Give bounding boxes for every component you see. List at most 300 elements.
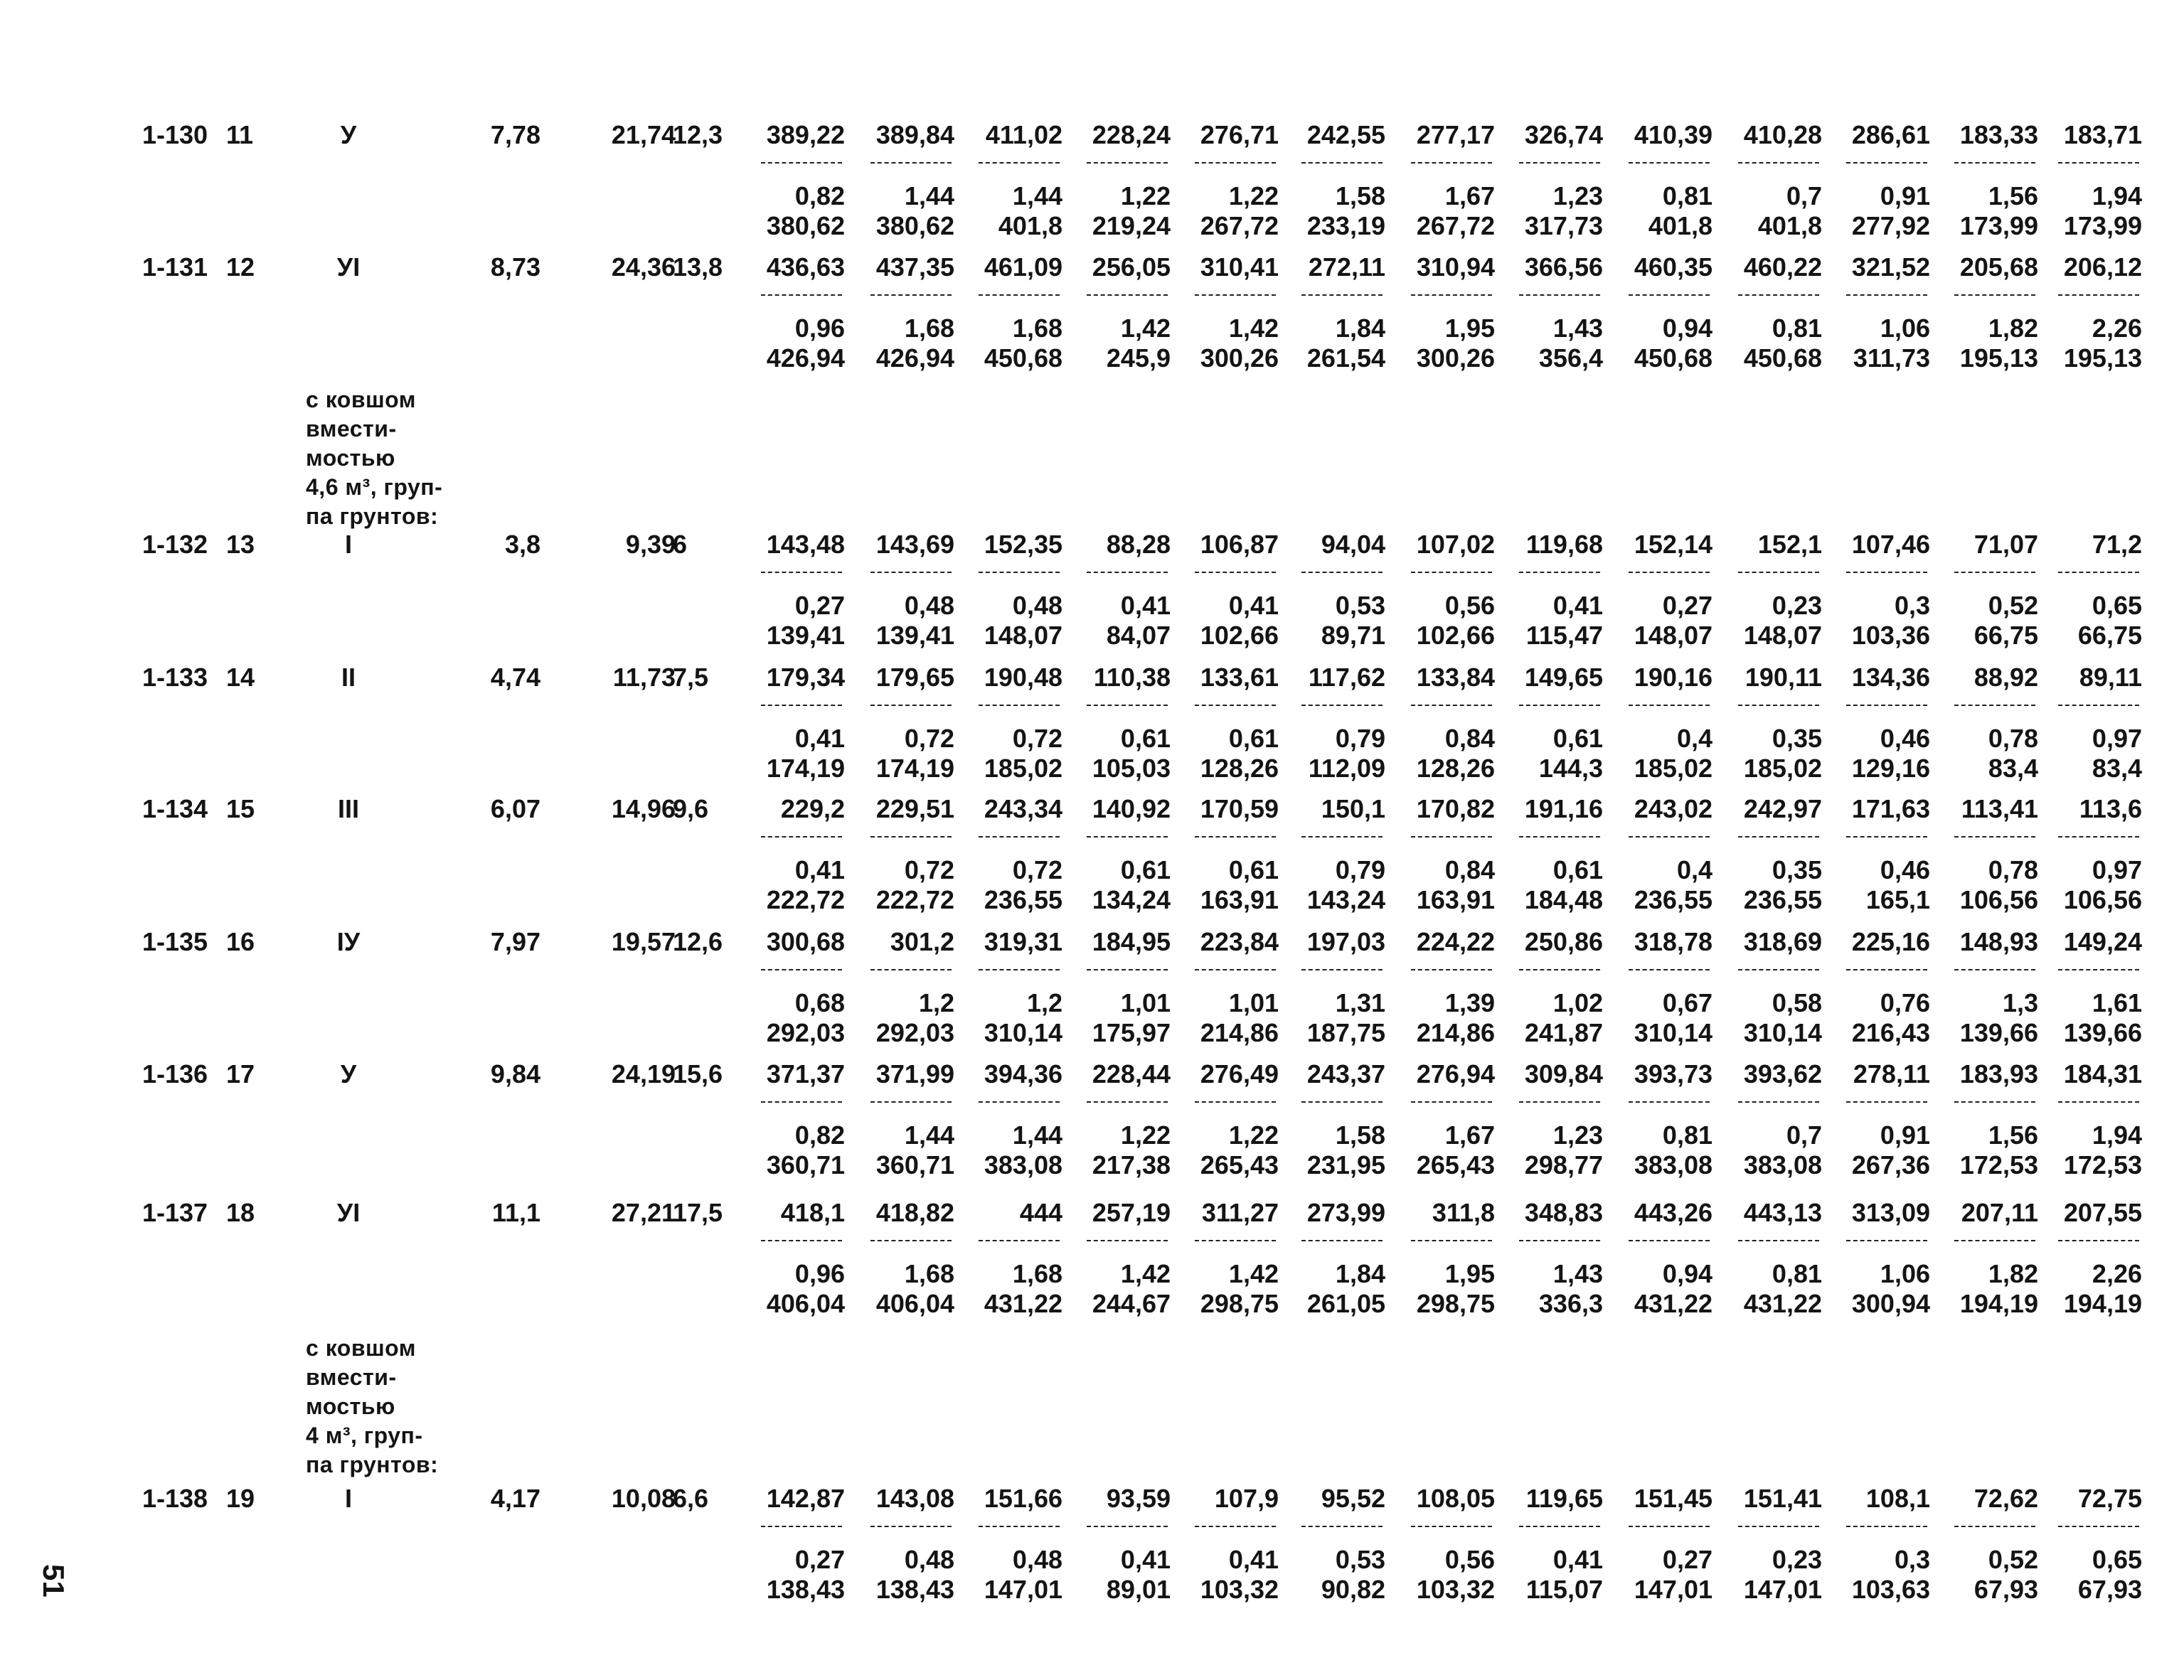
row-number: 17 xyxy=(226,1059,255,1088)
bucket-note-line: па грунтов: xyxy=(306,1452,439,1477)
soil-group: УI xyxy=(336,1198,361,1227)
value-denominator: 195,13 xyxy=(1959,343,2038,373)
param-3: 7,5 xyxy=(673,663,709,692)
value-denominator: 185,02 xyxy=(1634,754,1712,783)
value-numerator: 0,56 xyxy=(1444,1545,1495,1574)
value-numerator: 0,27 xyxy=(794,1545,845,1574)
fraction-divider xyxy=(1411,969,1492,970)
value-numerator: 0,27 xyxy=(1662,591,1712,620)
value-denominator: 406,04 xyxy=(875,1289,954,1318)
value-numerator: 0,96 xyxy=(794,314,845,343)
value-numerator: 0,78 xyxy=(1988,724,2038,753)
value-numerator: 1,68 xyxy=(1012,1259,1062,1288)
value-numerator: 1,42 xyxy=(1228,1259,1279,1288)
param-3: 6,6 xyxy=(673,1484,709,1513)
fraction-divider xyxy=(1301,1101,1383,1103)
value-total: 150,1 xyxy=(1321,794,1385,823)
value-numerator: 1,22 xyxy=(1228,181,1279,210)
fraction-divider xyxy=(870,162,952,164)
value-denominator: 431,22 xyxy=(1634,1289,1712,1318)
row-code: 1-137 xyxy=(142,1198,208,1227)
value-denominator: 148,07 xyxy=(984,621,1062,650)
value-denominator: 277,92 xyxy=(1851,211,1930,240)
value-denominator: 214,86 xyxy=(1200,1018,1279,1047)
value-numerator: 1,68 xyxy=(904,314,954,343)
fraction-divider xyxy=(761,294,842,296)
value-numerator: 0,48 xyxy=(904,591,954,620)
row-number: 12 xyxy=(226,252,255,282)
value-total: 348,83 xyxy=(1524,1198,1603,1227)
value-total: 256,05 xyxy=(1092,252,1171,282)
value-total: 309,84 xyxy=(1524,1059,1603,1088)
fraction-divider xyxy=(870,969,952,970)
value-total: 276,71 xyxy=(1200,120,1279,149)
row-code: 1-130 xyxy=(142,120,208,149)
fraction-divider xyxy=(1411,1240,1492,1241)
value-denominator: 194,19 xyxy=(2063,1289,2142,1318)
value-total: 107,02 xyxy=(1416,530,1495,559)
fraction-divider xyxy=(870,1101,952,1103)
value-numerator: 1,67 xyxy=(1444,1120,1495,1150)
value-numerator: 1,82 xyxy=(1988,314,2038,343)
value-denominator: 134,24 xyxy=(1092,885,1171,914)
fraction-divider xyxy=(2058,162,2139,164)
soil-group: УI xyxy=(336,252,361,282)
value-numerator: 0,56 xyxy=(1444,591,1495,620)
value-denominator: 214,86 xyxy=(1416,1018,1495,1047)
param-1: 6,07 xyxy=(490,794,540,823)
fraction-divider xyxy=(1846,705,1927,706)
value-denominator: 241,87 xyxy=(1524,1018,1603,1047)
fraction-divider xyxy=(1954,969,2035,970)
value-total: 371,99 xyxy=(875,1059,954,1088)
value-total: 410,39 xyxy=(1634,120,1712,149)
value-denominator: 450,68 xyxy=(984,343,1062,373)
fraction-divider xyxy=(1411,572,1492,573)
value-total: 106,87 xyxy=(1200,530,1279,559)
fraction-divider xyxy=(1954,162,2035,164)
fraction-divider xyxy=(979,294,1060,296)
value-total: 207,11 xyxy=(1961,1198,2038,1227)
value-numerator: 0,79 xyxy=(1335,855,1385,884)
value-denominator: 143,24 xyxy=(1306,885,1385,914)
value-numerator: 0,72 xyxy=(904,855,954,884)
fraction-divider xyxy=(1954,294,2035,296)
value-total: 311,8 xyxy=(1432,1198,1495,1227)
param-3: 12,6 xyxy=(673,927,723,956)
value-total: 184,95 xyxy=(1092,927,1171,956)
fraction-divider xyxy=(1195,1526,1276,1527)
param-2: 9,39 xyxy=(625,530,676,559)
value-numerator: 0,41 xyxy=(1552,591,1603,620)
value-numerator: 0,81 xyxy=(1662,1120,1712,1150)
value-total: 326,74 xyxy=(1524,120,1603,149)
row-number: 11 xyxy=(226,120,254,149)
value-denominator: 310,14 xyxy=(1634,1018,1712,1047)
value-denominator: 267,72 xyxy=(1416,211,1495,240)
fraction-divider xyxy=(1301,294,1383,296)
value-total: 113,41 xyxy=(1961,794,2038,823)
value-total: 313,09 xyxy=(1851,1198,1930,1227)
value-numerator: 1,23 xyxy=(1552,181,1603,210)
value-total: 229,2 xyxy=(780,794,845,823)
value-total: 443,13 xyxy=(1743,1198,1822,1227)
fraction-divider xyxy=(2058,572,2139,573)
value-denominator: 128,26 xyxy=(1200,754,1279,783)
fraction-divider xyxy=(1087,294,1168,296)
fraction-divider xyxy=(979,162,1060,164)
value-total: 371,37 xyxy=(766,1059,845,1088)
value-total: 171,63 xyxy=(1851,794,1930,823)
value-total: 133,61 xyxy=(1200,663,1279,692)
fraction-divider xyxy=(1195,836,1276,838)
soil-group: I xyxy=(344,530,352,559)
value-numerator: 0,4 xyxy=(1676,855,1712,884)
value-denominator: 233,19 xyxy=(1306,211,1385,240)
value-total: 107,46 xyxy=(1851,530,1930,559)
soil-group: У xyxy=(340,120,357,149)
value-numerator: 1,22 xyxy=(1228,1120,1279,1150)
page-number: 51 xyxy=(37,1564,70,1598)
value-total: 224,22 xyxy=(1416,927,1495,956)
row-number: 13 xyxy=(226,530,255,559)
value-denominator: 83,4 xyxy=(1988,754,2038,783)
value-denominator: 380,62 xyxy=(766,211,845,240)
value-total: 151,41 xyxy=(1743,1484,1822,1513)
value-denominator: 67,93 xyxy=(2077,1575,2142,1604)
value-total: 277,17 xyxy=(1416,120,1495,149)
value-numerator: 1,61 xyxy=(2092,988,2142,1017)
value-numerator: 0,35 xyxy=(1772,855,1822,884)
value-total: 152,1 xyxy=(1757,530,1822,559)
param-2: 27,21 xyxy=(611,1198,676,1227)
value-total: 191,16 xyxy=(1524,794,1603,823)
fraction-divider xyxy=(1519,1240,1600,1241)
value-denominator: 292,03 xyxy=(875,1018,954,1047)
value-denominator: 195,13 xyxy=(2063,343,2142,373)
value-total: 243,34 xyxy=(984,794,1062,823)
value-numerator: 0,41 xyxy=(1228,591,1279,620)
value-total: 190,16 xyxy=(1634,663,1712,692)
value-numerator: 1,44 xyxy=(904,1120,954,1150)
value-total: 443,26 xyxy=(1634,1198,1712,1227)
value-numerator: 0,97 xyxy=(2092,855,2142,884)
value-denominator: 84,07 xyxy=(1106,621,1171,650)
value-numerator: 1,42 xyxy=(1120,1259,1171,1288)
value-denominator: 163,91 xyxy=(1416,885,1495,914)
value-numerator: 0,46 xyxy=(1880,855,1930,884)
value-numerator: 2,26 xyxy=(2092,1259,2142,1288)
value-numerator: 1,94 xyxy=(2092,1120,2142,1150)
value-total: 436,63 xyxy=(766,252,845,282)
value-total: 179,34 xyxy=(766,663,845,692)
fraction-divider xyxy=(1195,969,1276,970)
bucket-note-line: мостью xyxy=(306,1393,395,1419)
value-denominator: 115,47 xyxy=(1525,621,1603,650)
fraction-divider xyxy=(1519,836,1600,838)
value-numerator: 0,52 xyxy=(1988,591,2038,620)
param-1: 4,17 xyxy=(490,1484,540,1513)
value-numerator: 0,27 xyxy=(1662,1545,1712,1574)
value-numerator: 0,61 xyxy=(1228,855,1279,884)
value-numerator: 1,23 xyxy=(1552,1120,1603,1150)
value-total: 149,24 xyxy=(2063,927,2142,956)
value-total: 243,02 xyxy=(1634,794,1712,823)
value-denominator: 380,62 xyxy=(875,211,954,240)
value-denominator: 103,32 xyxy=(1200,1575,1279,1604)
fraction-divider xyxy=(1738,969,1819,970)
value-total: 108,1 xyxy=(1865,1484,1930,1513)
value-denominator: 66,75 xyxy=(2077,621,2142,650)
fraction-divider xyxy=(979,1101,1060,1103)
fraction-divider xyxy=(1195,705,1276,706)
value-total: 170,59 xyxy=(1200,794,1279,823)
value-total: 276,49 xyxy=(1200,1059,1279,1088)
value-denominator: 89,71 xyxy=(1321,621,1385,650)
value-total: 242,55 xyxy=(1306,120,1385,149)
row-number: 19 xyxy=(226,1484,255,1513)
bucket-note-line: 4 м³, груп- xyxy=(306,1423,423,1448)
fraction-divider xyxy=(761,969,842,970)
soil-group: I xyxy=(344,1484,352,1513)
value-total: 418,82 xyxy=(875,1198,954,1227)
fraction-divider xyxy=(1087,969,1168,970)
value-denominator: 139,41 xyxy=(875,621,954,650)
value-total: 310,94 xyxy=(1416,252,1495,282)
value-denominator: 426,94 xyxy=(875,343,954,373)
value-denominator: 172,53 xyxy=(1959,1150,2038,1179)
value-numerator: 1,56 xyxy=(1988,181,2038,210)
fraction-divider xyxy=(870,836,952,838)
value-total: 272,11 xyxy=(1308,252,1385,282)
value-numerator: 1,22 xyxy=(1120,181,1171,210)
value-total: 318,78 xyxy=(1634,927,1712,956)
value-denominator: 236,55 xyxy=(1634,885,1712,914)
value-numerator: 0,41 xyxy=(1228,1545,1279,1574)
value-total: 393,62 xyxy=(1743,1059,1822,1088)
value-numerator: 0,78 xyxy=(1988,855,2038,884)
value-total: 151,66 xyxy=(984,1484,1062,1513)
value-denominator: 300,26 xyxy=(1200,343,1279,373)
value-denominator: 115,07 xyxy=(1525,1575,1603,1604)
value-denominator: 129,16 xyxy=(1851,754,1930,783)
fraction-divider xyxy=(1738,294,1819,296)
value-denominator: 298,75 xyxy=(1416,1289,1495,1318)
value-numerator: 1,58 xyxy=(1335,1120,1385,1150)
row-code: 1-131 xyxy=(142,252,208,282)
value-total: 71,07 xyxy=(1973,530,2038,559)
value-numerator: 0,52 xyxy=(1988,1545,2038,1574)
row-code: 1-133 xyxy=(142,663,208,692)
value-total: 133,84 xyxy=(1416,663,1495,692)
value-numerator: 1,2 xyxy=(918,988,954,1017)
value-total: 110,38 xyxy=(1093,663,1171,692)
value-denominator: 431,22 xyxy=(1743,1289,1822,1318)
value-numerator: 0,84 xyxy=(1444,724,1495,753)
value-denominator: 406,04 xyxy=(766,1289,845,1318)
value-total: 366,56 xyxy=(1524,252,1603,282)
value-total: 206,12 xyxy=(2063,252,2142,282)
value-numerator: 1,43 xyxy=(1552,1259,1603,1288)
fraction-divider xyxy=(1411,1101,1492,1103)
value-denominator: 165,1 xyxy=(1865,885,1930,914)
fraction-divider xyxy=(1087,836,1168,838)
value-denominator: 311,73 xyxy=(1853,343,1930,373)
fraction-divider xyxy=(1846,836,1927,838)
value-numerator: 0,96 xyxy=(794,1259,845,1288)
fraction-divider xyxy=(870,294,952,296)
param-3: 17,5 xyxy=(673,1198,723,1227)
row-code: 1-138 xyxy=(142,1484,208,1513)
fraction-divider xyxy=(2058,705,2139,706)
bucket-note-line: 4,6 м³, груп- xyxy=(306,474,443,500)
value-total: 71,2 xyxy=(2092,530,2142,559)
value-total: 278,11 xyxy=(1853,1059,1930,1088)
value-denominator: 144,3 xyxy=(1538,754,1603,783)
fraction-divider xyxy=(1195,294,1276,296)
param-2: 14,96 xyxy=(611,794,676,823)
value-numerator: 0,72 xyxy=(1012,855,1062,884)
fraction-divider xyxy=(1954,1526,2035,1527)
value-denominator: 138,43 xyxy=(766,1575,845,1604)
value-total: 190,11 xyxy=(1744,663,1822,692)
value-total: 300,68 xyxy=(766,927,845,956)
value-total: 152,14 xyxy=(1634,530,1712,559)
value-numerator: 1,44 xyxy=(904,181,954,210)
value-total: 410,28 xyxy=(1743,120,1822,149)
value-total: 140,92 xyxy=(1092,794,1171,823)
value-denominator: 360,71 xyxy=(766,1150,845,1179)
value-total: 273,99 xyxy=(1306,1198,1385,1227)
value-numerator: 0,41 xyxy=(1120,1545,1171,1574)
value-numerator: 1,44 xyxy=(1012,181,1062,210)
value-total: 94,04 xyxy=(1321,530,1385,559)
fraction-divider xyxy=(2058,1101,2139,1103)
value-denominator: 185,02 xyxy=(1743,754,1822,783)
value-denominator: 139,66 xyxy=(1959,1018,2038,1047)
fraction-divider xyxy=(1738,1526,1819,1527)
fraction-divider xyxy=(1519,1101,1600,1103)
value-denominator: 336,3 xyxy=(1538,1289,1603,1318)
value-numerator: 0,79 xyxy=(1335,724,1385,753)
fraction-divider xyxy=(1846,1526,1927,1527)
soil-group: У xyxy=(340,1059,357,1088)
value-total: 321,52 xyxy=(1851,252,1930,282)
fraction-divider xyxy=(1629,572,1710,573)
value-total: 89,11 xyxy=(2079,663,2142,692)
value-denominator: 187,75 xyxy=(1306,1018,1385,1047)
fraction-divider xyxy=(1195,162,1276,164)
value-denominator: 103,63 xyxy=(1851,1575,1930,1604)
value-denominator: 194,19 xyxy=(1959,1289,2038,1318)
value-denominator: 450,68 xyxy=(1634,343,1712,373)
value-denominator: 173,99 xyxy=(1959,211,2038,240)
row-number: 15 xyxy=(226,794,255,823)
fraction-divider xyxy=(979,1240,1060,1241)
row-number: 16 xyxy=(226,927,255,956)
fraction-divider xyxy=(1411,162,1492,164)
value-total: 93,59 xyxy=(1106,1484,1171,1513)
value-denominator: 106,56 xyxy=(1959,885,2038,914)
value-total: 72,75 xyxy=(2077,1484,2142,1513)
value-numerator: 1,42 xyxy=(1120,314,1171,343)
value-total: 152,35 xyxy=(984,530,1062,559)
value-numerator: 0,81 xyxy=(1772,314,1822,343)
value-total: 119,68 xyxy=(1525,530,1603,559)
value-numerator: 1,42 xyxy=(1228,314,1279,343)
value-numerator: 0,7 xyxy=(1786,1120,1822,1150)
fraction-divider xyxy=(1629,294,1710,296)
fraction-divider xyxy=(1519,1526,1600,1527)
value-denominator: 139,66 xyxy=(2063,1018,2142,1047)
param-1: 7,97 xyxy=(490,927,540,956)
value-total: 389,84 xyxy=(875,120,954,149)
row-code: 1-135 xyxy=(142,927,208,956)
value-total: 149,65 xyxy=(1524,663,1603,692)
value-numerator: 1,39 xyxy=(1444,988,1495,1017)
value-total: 437,35 xyxy=(875,252,954,282)
value-total: 151,45 xyxy=(1634,1484,1712,1513)
value-total: 301,2 xyxy=(890,927,954,956)
value-numerator: 0,3 xyxy=(1894,1545,1930,1574)
soil-group: II xyxy=(341,663,356,692)
fraction-divider xyxy=(2058,836,2139,838)
value-numerator: 0,41 xyxy=(794,855,845,884)
value-denominator: 401,8 xyxy=(998,211,1062,240)
value-numerator: 0,82 xyxy=(794,1120,845,1150)
value-numerator: 1,94 xyxy=(2092,181,2142,210)
value-numerator: 1,2 xyxy=(1026,988,1062,1017)
value-total: 310,41 xyxy=(1200,252,1279,282)
fraction-divider xyxy=(1519,572,1600,573)
value-denominator: 172,53 xyxy=(2063,1150,2142,1179)
value-total: 243,37 xyxy=(1306,1059,1385,1088)
value-numerator: 0,53 xyxy=(1335,591,1385,620)
value-total: 389,22 xyxy=(766,120,845,149)
value-total: 319,31 xyxy=(984,927,1062,956)
value-numerator: 1,95 xyxy=(1444,314,1495,343)
row-code: 1-136 xyxy=(142,1059,208,1088)
value-numerator: 0,58 xyxy=(1772,988,1822,1017)
value-denominator: 360,71 xyxy=(875,1150,954,1179)
value-numerator: 0,7 xyxy=(1786,181,1822,210)
value-total: 183,93 xyxy=(1959,1059,2038,1088)
value-denominator: 216,43 xyxy=(1851,1018,1930,1047)
value-numerator: 1,56 xyxy=(1988,1120,2038,1150)
value-denominator: 103,36 xyxy=(1851,621,1930,650)
value-total: 228,24 xyxy=(1092,120,1171,149)
value-numerator: 0,97 xyxy=(2092,724,2142,753)
value-total: 183,71 xyxy=(2063,120,2142,149)
bucket-note-line: мостью xyxy=(306,445,395,471)
param-2: 10,08 xyxy=(611,1484,676,1513)
value-numerator: 1,01 xyxy=(1120,988,1171,1017)
value-total: 142,87 xyxy=(766,1484,845,1513)
value-denominator: 147,01 xyxy=(984,1575,1062,1604)
value-denominator: 383,08 xyxy=(1743,1150,1822,1179)
row-code: 1-134 xyxy=(142,794,208,823)
value-numerator: 0,61 xyxy=(1228,724,1279,753)
fraction-divider xyxy=(1846,969,1927,970)
value-denominator: 83,4 xyxy=(2092,754,2142,783)
value-denominator: 310,14 xyxy=(1743,1018,1822,1047)
value-denominator: 173,99 xyxy=(2063,211,2142,240)
value-denominator: 292,03 xyxy=(766,1018,845,1047)
fraction-divider xyxy=(1629,836,1710,838)
value-total: 444 xyxy=(1019,1198,1062,1227)
value-denominator: 128,26 xyxy=(1416,754,1495,783)
value-denominator: 138,43 xyxy=(875,1575,954,1604)
